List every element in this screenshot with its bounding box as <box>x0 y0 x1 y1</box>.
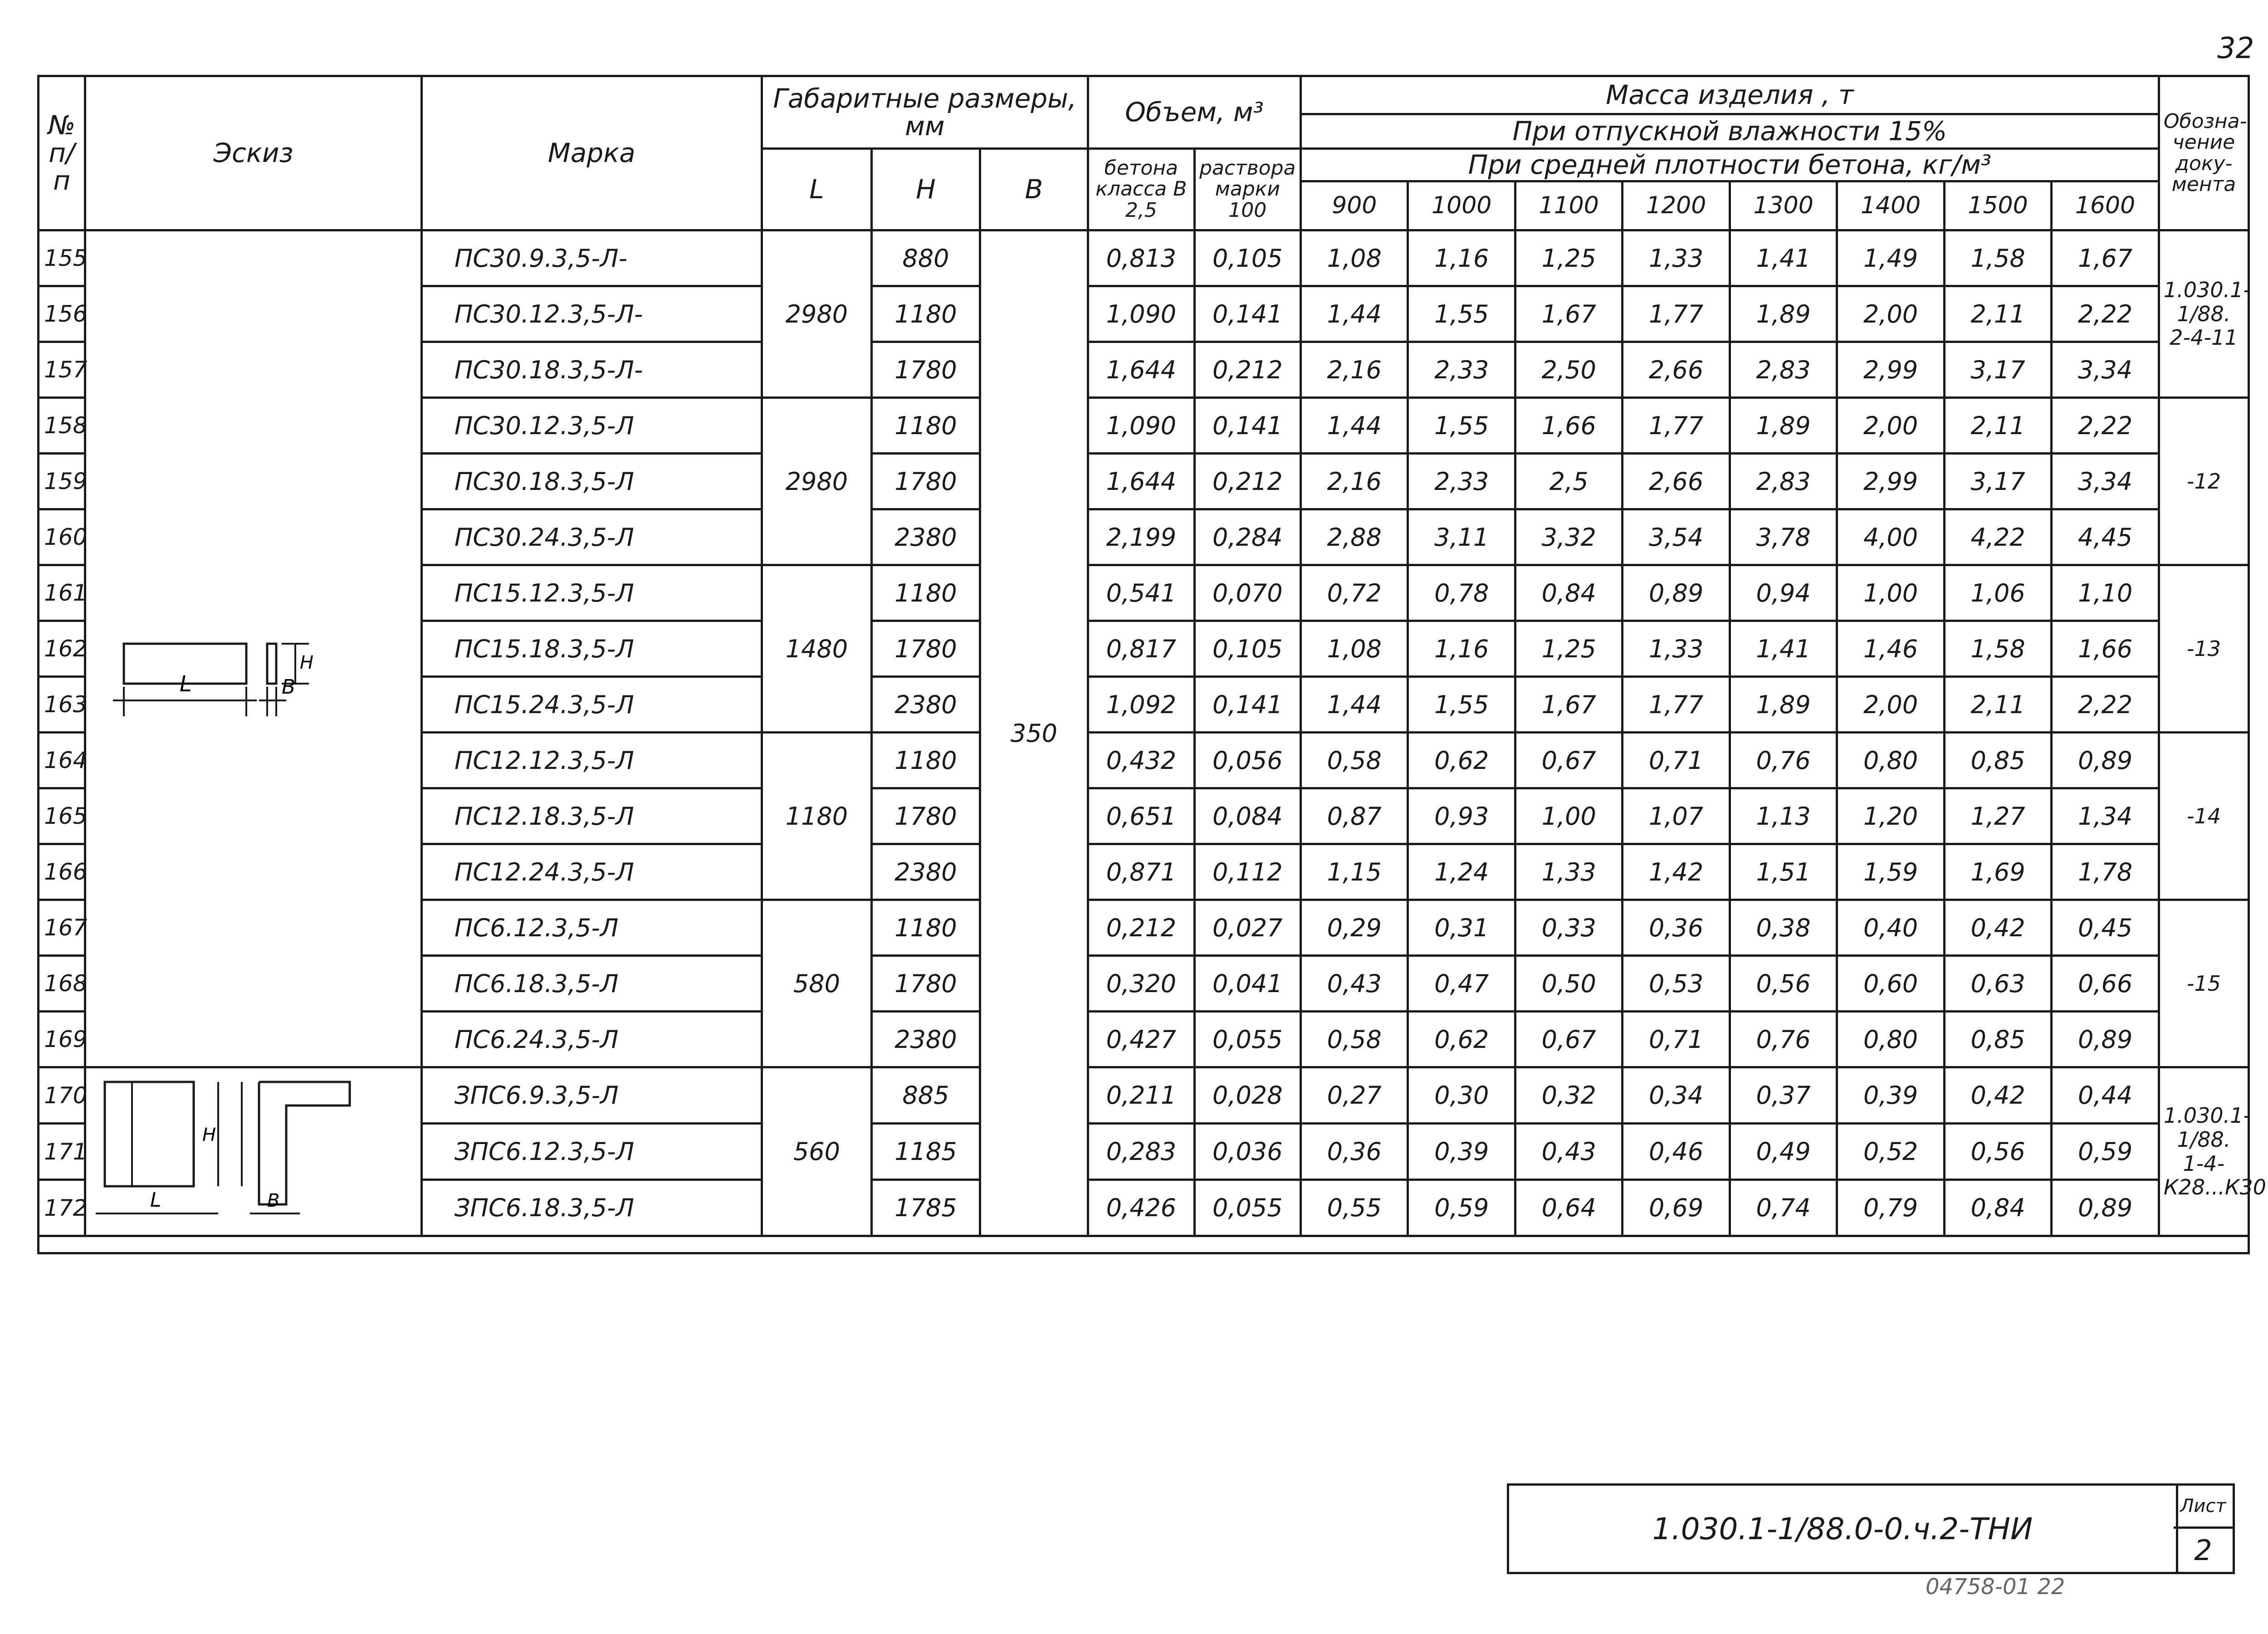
product-mark: ПС6.24.3,5-Л <box>421 1012 762 1067</box>
dim-h-value: 2380 <box>872 677 980 733</box>
dim-h-value: 1780 <box>872 454 980 509</box>
density-1100: 1100 <box>1515 181 1622 230</box>
mass-value: 0,89 <box>2052 733 2159 788</box>
volume-concrete: 1,644 <box>1088 454 1194 509</box>
mass-value: 1,44 <box>1301 398 1408 454</box>
mass-value: 0,69 <box>1623 1180 1730 1236</box>
row-number: 162 <box>39 621 85 677</box>
mass-value: 0,27 <box>1301 1067 1408 1124</box>
mass-value: 2,83 <box>1730 342 1837 398</box>
row-number: 158 <box>39 398 85 454</box>
mass-value: 2,83 <box>1730 454 1837 509</box>
mass-value: 4,00 <box>1837 509 1944 565</box>
product-mark: ЗПС6.12.3,5-Л <box>421 1124 762 1180</box>
mass-value: 2,00 <box>1837 398 1944 454</box>
volume-concrete: 2,199 <box>1088 509 1194 565</box>
mass-value: 1,55 <box>1408 286 1515 342</box>
table-body <box>39 230 2267 1253</box>
volume-mortar: 0,055 <box>1194 1180 1300 1236</box>
mass-value: 0,67 <box>1515 1012 1622 1067</box>
mass-value: 3,54 <box>1623 509 1730 565</box>
row-number: 156 <box>39 286 85 342</box>
mass-value: 1,41 <box>1730 230 1837 286</box>
mass-value: 3,17 <box>1944 454 2051 509</box>
corner-label-l: L <box>150 1189 161 1212</box>
product-mark: ЗПС6.18.3,5-Л <box>421 1180 762 1236</box>
footer-code: 04758-01 22 <box>1926 1574 2065 1600</box>
mass-value: 2,88 <box>1301 509 1408 565</box>
product-mark: ПС30.12.3,5-Л- <box>421 286 762 342</box>
mass-value: 0,80 <box>1837 1012 1944 1067</box>
mass-value: 0,74 <box>1730 1180 1837 1236</box>
mass-value: 0,58 <box>1301 1012 1408 1067</box>
mass-value: 3,34 <box>2052 454 2159 509</box>
mass-value: 0,60 <box>1837 956 1944 1012</box>
density-900: 900 <box>1301 181 1408 230</box>
mass-value: 0,58 <box>1301 733 1408 788</box>
mass-value: 0,78 <box>1408 565 1515 621</box>
dim-h-value: 2380 <box>872 509 980 565</box>
row-number: 159 <box>39 454 85 509</box>
mass-value: 1,59 <box>1837 844 1944 900</box>
volume-mortar: 0,027 <box>1194 900 1300 956</box>
row-number: 164 <box>39 733 85 788</box>
mass-value: 2,22 <box>2052 286 2159 342</box>
mass-value: 0,32 <box>1515 1067 1622 1124</box>
mass-value: 0,46 <box>1623 1124 1730 1180</box>
density-1400: 1400 <box>1837 181 1944 230</box>
dim-h-value: 2380 <box>872 844 980 900</box>
mass-value: 0,64 <box>1515 1180 1622 1236</box>
header-vol-mortar: раствора марки 100 <box>1194 149 1300 230</box>
mass-value: 1,44 <box>1301 286 1408 342</box>
mass-value: 1,16 <box>1408 230 1515 286</box>
row-number: 170 <box>39 1067 85 1124</box>
mass-value: 1,08 <box>1301 621 1408 677</box>
volume-mortar: 0,056 <box>1194 733 1300 788</box>
sheet-value: 2 <box>2194 1534 2212 1567</box>
mass-value: 0,63 <box>1944 956 2051 1012</box>
doc-designation: -15 <box>2159 900 2248 1067</box>
product-mark: ПС30.18.3,5-Л- <box>421 342 762 398</box>
mass-value: 1,55 <box>1408 398 1515 454</box>
mass-value: 1,16 <box>1408 621 1515 677</box>
mass-value: 1,33 <box>1515 844 1622 900</box>
corner-label-b: B <box>267 1190 280 1211</box>
volume-concrete: 1,090 <box>1088 286 1194 342</box>
header-mark: Марка <box>421 76 762 230</box>
dim-h-value: 1780 <box>872 788 980 844</box>
title-block-sheet <box>2174 1483 2235 1574</box>
dim-b-value: 350 <box>980 230 1088 1236</box>
mass-value: 0,39 <box>1408 1124 1515 1180</box>
mass-value: 1,27 <box>1944 788 2051 844</box>
mass-value: 0,38 <box>1730 900 1837 956</box>
volume-mortar: 0,041 <box>1194 956 1300 1012</box>
mass-value: 2,5 <box>1515 454 1622 509</box>
dim-h-value: 1180 <box>872 900 980 956</box>
doc-designation: 1.030.1-1/88. 1-4- К28...К30 <box>2159 1067 2248 1236</box>
header-num: № п/п <box>39 76 85 230</box>
dim-h-value: 1785 <box>872 1180 980 1236</box>
mass-value: 2,11 <box>1944 286 2051 342</box>
mass-value: 2,16 <box>1301 454 1408 509</box>
mass-value: 0,62 <box>1408 1012 1515 1067</box>
volume-mortar: 0,284 <box>1194 509 1300 565</box>
mass-value: 1,66 <box>2052 621 2159 677</box>
volume-mortar: 0,036 <box>1194 1124 1300 1180</box>
mass-value: 1,00 <box>1837 565 1944 621</box>
mass-value: 1,58 <box>1944 621 2051 677</box>
mass-value: 2,22 <box>2052 677 2159 733</box>
table-row <box>39 1067 2249 1124</box>
header-density: При средней плотности бетона, кг/м³ <box>1301 149 2159 181</box>
volume-mortar: 0,070 <box>1194 565 1300 621</box>
mass-value: 0,44 <box>2052 1067 2159 1124</box>
mass-value: 1,41 <box>1730 621 1837 677</box>
product-mark: ПС30.18.3,5-Л <box>421 454 762 509</box>
mass-value: 1,44 <box>1301 677 1408 733</box>
mass-value: 0,67 <box>1515 733 1622 788</box>
header-mass: Масса изделия , т <box>1301 76 2159 114</box>
sketch-label-l: L <box>180 671 192 697</box>
volume-concrete: 0,283 <box>1088 1124 1194 1180</box>
mass-value: 0,45 <box>2052 900 2159 956</box>
dim-h-value: 880 <box>872 230 980 286</box>
mass-value: 2,99 <box>1837 454 1944 509</box>
mass-value: 1,06 <box>1944 565 2051 621</box>
mass-value: 0,43 <box>1301 956 1408 1012</box>
volume-concrete: 1,644 <box>1088 342 1194 398</box>
volume-mortar: 0,212 <box>1194 342 1300 398</box>
mass-value: 0,55 <box>1301 1180 1408 1236</box>
dim-h-value: 1185 <box>872 1124 980 1180</box>
mass-value: 1,77 <box>1623 398 1730 454</box>
mass-value: 2,11 <box>1944 677 2051 733</box>
doc-designation: -12 <box>2159 398 2248 565</box>
dim-l-value: 2980 <box>762 398 872 565</box>
row-number: 160 <box>39 509 85 565</box>
mass-value: 1,00 <box>1515 788 1622 844</box>
dim-l-value: 580 <box>762 900 872 1067</box>
header-doc: Обозна-чение доку-мента <box>2159 76 2248 230</box>
mass-value: 3,11 <box>1408 509 1515 565</box>
density-1000: 1000 <box>1408 181 1515 230</box>
dim-l-value: 560 <box>762 1067 872 1236</box>
product-mark: ПС30.9.3,5-Л- <box>421 230 762 286</box>
mass-value: 1,66 <box>1515 398 1622 454</box>
dim-h-value: 2380 <box>872 1012 980 1067</box>
mass-value: 0,56 <box>1944 1124 2051 1180</box>
mass-value: 0,40 <box>1837 900 1944 956</box>
row-number: 155 <box>39 230 85 286</box>
mass-value: 1,10 <box>2052 565 2159 621</box>
corner-sketch-drawing <box>87 1068 420 1229</box>
product-mark: ПС6.12.3,5-Л <box>421 900 762 956</box>
mass-value: 1,33 <box>1623 230 1730 286</box>
dim-l-value: 1480 <box>762 565 872 733</box>
volume-mortar: 0,141 <box>1194 398 1300 454</box>
mass-value: 0,76 <box>1730 1012 1837 1067</box>
mass-value: 1,08 <box>1301 230 1408 286</box>
mass-value: 2,33 <box>1408 342 1515 398</box>
volume-mortar: 0,028 <box>1194 1067 1300 1124</box>
mass-value: 1,55 <box>1408 677 1515 733</box>
volume-mortar: 0,141 <box>1194 677 1300 733</box>
volume-concrete: 1,092 <box>1088 677 1194 733</box>
mass-value: 1,67 <box>1515 286 1622 342</box>
row-number: 165 <box>39 788 85 844</box>
mass-value: 1,49 <box>1837 230 1944 286</box>
dim-l-value: 1180 <box>762 733 872 900</box>
header-moisture: При отпускной влажности 15% <box>1301 114 2159 149</box>
mass-value: 1,67 <box>2052 230 2159 286</box>
mass-value: 0,53 <box>1623 956 1730 1012</box>
volume-concrete: 0,871 <box>1088 844 1194 900</box>
volume-mortar: 0,084 <box>1194 788 1300 844</box>
row-number: 172 <box>39 1180 85 1236</box>
mass-value: 3,78 <box>1730 509 1837 565</box>
sketch-panel-block <box>85 230 422 1067</box>
mass-value: 2,66 <box>1623 454 1730 509</box>
mass-value: 1,77 <box>1623 677 1730 733</box>
density-1300: 1300 <box>1730 181 1837 230</box>
volume-concrete: 1,090 <box>1088 398 1194 454</box>
mass-value: 1,89 <box>1730 286 1837 342</box>
mass-value: 1,67 <box>1515 677 1622 733</box>
table-row <box>39 230 2249 286</box>
mass-value: 1,69 <box>1944 844 2051 900</box>
header-vol-concrete: бетона класса В 2,5 <box>1088 149 1194 230</box>
volume-mortar: 0,105 <box>1194 230 1300 286</box>
volume-mortar: 0,055 <box>1194 1012 1300 1067</box>
mass-value: 0,59 <box>1408 1180 1515 1236</box>
mass-value: 0,71 <box>1623 733 1730 788</box>
header-sketch: Эскиз <box>85 76 422 230</box>
sketch-label-b: B <box>282 675 296 699</box>
volume-mortar: 0,105 <box>1194 621 1300 677</box>
mass-value: 1,07 <box>1623 788 1730 844</box>
mass-value: 0,89 <box>1623 565 1730 621</box>
volume-mortar: 0,212 <box>1194 454 1300 509</box>
mass-value: 0,37 <box>1730 1067 1837 1124</box>
volume-mortar: 0,112 <box>1194 844 1300 900</box>
product-mark: ПС12.12.3,5-Л <box>421 733 762 788</box>
density-1600: 1600 <box>2052 181 2159 230</box>
volume-concrete: 0,211 <box>1088 1067 1194 1124</box>
dim-h-value: 1780 <box>872 956 980 1012</box>
mass-value: 0,59 <box>2052 1124 2159 1180</box>
row-number: 163 <box>39 677 85 733</box>
mass-value: 1,24 <box>1408 844 1515 900</box>
product-mark: ПС15.24.3,5-Л <box>421 677 762 733</box>
mass-value: 0,84 <box>1944 1180 2051 1236</box>
dim-h-value: 1180 <box>872 286 980 342</box>
mass-value: 0,47 <box>1408 956 1515 1012</box>
mass-value: 0,42 <box>1944 900 2051 956</box>
product-mark: ПС30.12.3,5-Л <box>421 398 762 454</box>
mass-value: 2,00 <box>1837 677 1944 733</box>
product-mark: ПС6.18.3,5-Л <box>421 956 762 1012</box>
mass-value: 0,34 <box>1623 1067 1730 1124</box>
mass-value: 0,93 <box>1408 788 1515 844</box>
row-number: 166 <box>39 844 85 900</box>
dim-h-value: 885 <box>872 1067 980 1124</box>
row-number: 168 <box>39 956 85 1012</box>
row-number: 171 <box>39 1124 85 1180</box>
dim-l-value: 2980 <box>762 230 872 398</box>
mass-value: 2,22 <box>2052 398 2159 454</box>
sheet-label: Лист <box>2174 1486 2233 1529</box>
mass-value: 1,34 <box>2052 788 2159 844</box>
density-1200: 1200 <box>1623 181 1730 230</box>
sheet-number: 32 <box>2217 32 2254 65</box>
mass-value: 1,89 <box>1730 677 1837 733</box>
mass-value: 0,30 <box>1408 1067 1515 1124</box>
mass-value: 1,89 <box>1730 398 1837 454</box>
doc-designation: -13 <box>2159 565 2248 733</box>
mass-value: 0,89 <box>2052 1180 2159 1236</box>
mass-value: 1,46 <box>1837 621 1944 677</box>
mass-value: 0,49 <box>1730 1124 1837 1180</box>
mass-value: 0,76 <box>1730 733 1837 788</box>
mass-value: 0,84 <box>1515 565 1622 621</box>
mass-value: 1,51 <box>1730 844 1837 900</box>
mass-value: 1,25 <box>1515 621 1622 677</box>
mass-value: 1,78 <box>2052 844 2159 900</box>
mass-value: 0,39 <box>1837 1067 1944 1124</box>
mass-value: 0,80 <box>1837 733 1944 788</box>
mass-value: 0,89 <box>2052 1012 2159 1067</box>
header-dim-b: B <box>980 149 1088 230</box>
product-mark: ПС15.18.3,5-Л <box>421 621 762 677</box>
header-volume: Объем, м³ <box>1088 76 1301 149</box>
sketch-label-h: H <box>300 652 314 673</box>
volume-concrete: 0,427 <box>1088 1012 1194 1067</box>
mass-value: 0,66 <box>2052 956 2159 1012</box>
row-number: 157 <box>39 342 85 398</box>
dim-h-value: 1180 <box>872 733 980 788</box>
mass-value: 0,85 <box>1944 733 2051 788</box>
volume-concrete: 0,651 <box>1088 788 1194 844</box>
mass-value: 0,62 <box>1408 733 1515 788</box>
product-mark: ЗПС6.9.3,5-Л <box>421 1067 762 1124</box>
volume-concrete: 0,813 <box>1088 230 1194 286</box>
mass-value: 0,52 <box>1837 1124 1944 1180</box>
mass-value: 0,36 <box>1301 1124 1408 1180</box>
row-number: 167 <box>39 900 85 956</box>
mass-value: 4,45 <box>2052 509 2159 565</box>
mass-value: 2,16 <box>1301 342 1408 398</box>
product-mark: ПС30.24.3,5-Л <box>421 509 762 565</box>
mass-value: 0,36 <box>1623 900 1730 956</box>
product-mark: ПС15.12.3,5-Л <box>421 565 762 621</box>
mass-value: 0,50 <box>1515 956 1622 1012</box>
corner-label-h: H <box>202 1125 216 1145</box>
mass-value: 0,42 <box>1944 1067 2051 1124</box>
mass-value: 1,25 <box>1515 230 1622 286</box>
mass-value: 0,43 <box>1515 1124 1622 1180</box>
title-block-code: 1.030.1-1/88.0-0.ч.2-ТНИ <box>1507 1483 2178 1574</box>
mass-value: 0,71 <box>1623 1012 1730 1067</box>
dim-h-value: 1780 <box>872 342 980 398</box>
mass-value: 0,87 <box>1301 788 1408 844</box>
mass-value: 0,85 <box>1944 1012 2051 1067</box>
doc-designation: -14 <box>2159 733 2248 900</box>
blank-row <box>39 1236 2249 1253</box>
mass-value: 0,29 <box>1301 900 1408 956</box>
row-number: 169 <box>39 1012 85 1067</box>
doc-designation: 1.030.1-1/88. 2-4-11 <box>2159 230 2248 398</box>
mass-value: 0,56 <box>1730 956 1837 1012</box>
mass-value: 1,20 <box>1837 788 1944 844</box>
mass-value: 2,11 <box>1944 398 2051 454</box>
mass-value: 2,00 <box>1837 286 1944 342</box>
mass-value: 0,33 <box>1515 900 1622 956</box>
volume-concrete: 0,320 <box>1088 956 1194 1012</box>
volume-concrete: 0,426 <box>1088 1180 1194 1236</box>
mass-value: 1,42 <box>1623 844 1730 900</box>
header-dim-l: L <box>762 149 872 230</box>
volume-concrete: 0,212 <box>1088 900 1194 956</box>
volume-concrete: 0,817 <box>1088 621 1194 677</box>
mass-value: 0,31 <box>1408 900 1515 956</box>
mass-value: 1,15 <box>1301 844 1408 900</box>
product-mark: ПС12.24.3,5-Л <box>421 844 762 900</box>
dim-h-value: 1180 <box>872 565 980 621</box>
sketch-corner-block <box>85 1067 422 1236</box>
volume-mortar: 0,141 <box>1194 286 1300 342</box>
mass-value: 3,34 <box>2052 342 2159 398</box>
mass-value: 0,72 <box>1301 565 1408 621</box>
mass-value: 0,79 <box>1837 1180 1944 1236</box>
mass-value: 2,33 <box>1408 454 1515 509</box>
volume-concrete: 0,432 <box>1088 733 1194 788</box>
blank-area <box>39 1236 2249 1253</box>
mass-value: 2,66 <box>1623 342 1730 398</box>
dim-h-value: 1780 <box>872 621 980 677</box>
mass-value: 4,22 <box>1944 509 2051 565</box>
mass-value: 2,50 <box>1515 342 1622 398</box>
mass-value: 2,99 <box>1837 342 1944 398</box>
specification-table <box>37 75 2267 1254</box>
dim-h-value: 1180 <box>872 398 980 454</box>
product-mark: ПС12.18.3,5-Л <box>421 788 762 844</box>
mass-value: 3,32 <box>1515 509 1622 565</box>
mass-value: 1,58 <box>1944 230 2051 286</box>
panel-sketch-drawing <box>87 245 420 1047</box>
mass-value: 3,17 <box>1944 342 2051 398</box>
mass-value: 0,94 <box>1730 565 1837 621</box>
density-1500: 1500 <box>1944 181 2051 230</box>
mass-value: 1,33 <box>1623 621 1730 677</box>
header-dims: Габаритные размеры, мм <box>762 76 1088 149</box>
volume-concrete: 0,541 <box>1088 565 1194 621</box>
row-number: 161 <box>39 565 85 621</box>
mass-value: 1,13 <box>1730 788 1837 844</box>
mass-value: 1,77 <box>1623 286 1730 342</box>
header-dim-h: H <box>872 149 980 230</box>
